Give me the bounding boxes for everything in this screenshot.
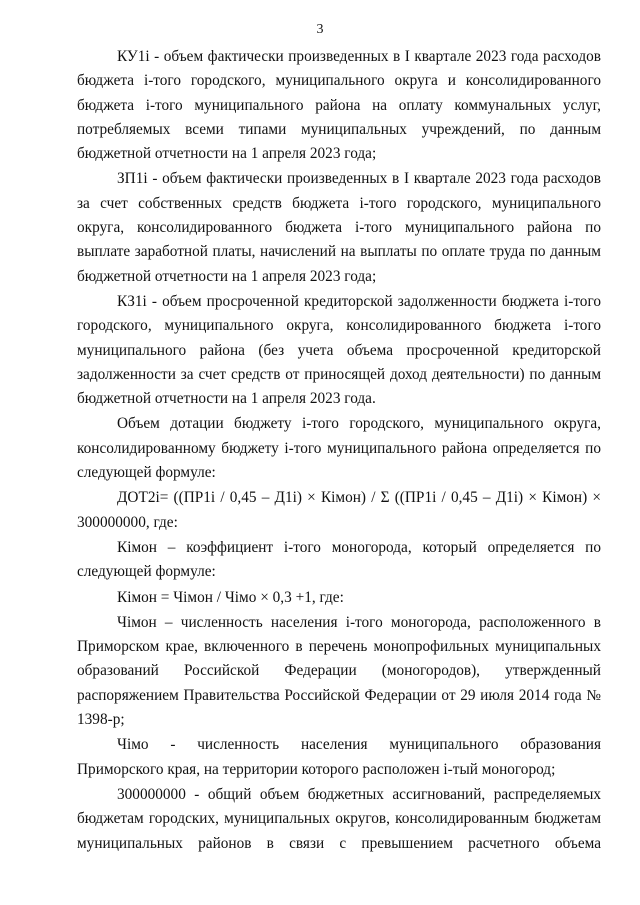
document-body xyxy=(77,45,601,857)
definition-kimon: Кiмон – коэффициент i-того моногорода, который определяется по следующей формуле: xyxy=(77,538,601,581)
definition-zp1i: ЗП1i - объем фактически произведенных в I квартале 2023 года расходов за счет собственных средств бюджета i-того городского, муниципального округа, консолидированного бюджета i-того муниципального района по выплате заработной платы, начислений на выплаты по оплате труда по данным бюджетной отчетности на 1 апреля 2023 года; xyxy=(77,170,601,285)
definition-chimon: Чiмон – численность населения i-того моногорода, расположенного в Приморском крае, включенного в перечень монопрофильных муниципальных образований Российской Федерации (моногородов), утвержденный распоряжением Правительства Российской Федерации от 29 июля 2014 года № 1398-р; xyxy=(77,613,601,729)
formula-dot2i: ДОТ2i= ((ПР1i / 0,45 – Д1i) × Кiмон) / Σ ((ПР1i / 0,45 – Д1i) × Кiмон) × 300000000, где: xyxy=(77,489,601,531)
subsidy-volume-paragraph: Объем дотации бюджету i-того городского, муниципального округа, консолидированному бюджету i-того муниципального района определяется по следующей формуле: xyxy=(77,415,601,482)
definition-kz1i: КЗ1i - объем просроченной кредиторской задолженности бюджета i-того городского, муниципального округа, консолидированного бюджета i-того муниципального района (без учета объема просроченной кредиторской задолженности за счет средств от приносящей доход деятельности) по данным бюджетной отчетности на 1 апреля 2023 года. xyxy=(77,292,601,408)
definition-total-allocation: 300000000 - общий объем бюджетных ассигнований, распределяемых бюджетам городских, муниципальных округов, консолидированным бюджетам муниципальных районов в связи с превышением расчетного объема xyxy=(77,785,601,852)
formula-kimon: Кiмон = Чiмон / Чiмо × 0,3 +1, где: xyxy=(117,588,344,606)
definition-ku1i: КУ1i - объем фактически произведенных в I квартале 2023 года расходов бюджета i-того городского, муниципального округа и консолидированного бюджета i-того муниципального района на оплату коммунальных услуг, потребляемых всеми типами муниципальных учреждений, по данным бюджетной отчетности на 1 апреля 2023 года; xyxy=(77,48,601,163)
page-number: 3 xyxy=(316,22,324,37)
definition-chimo: Чiмо - численность населения муниципального образования Приморского края, на территории которого расположен i-тый моногород; xyxy=(77,736,601,778)
